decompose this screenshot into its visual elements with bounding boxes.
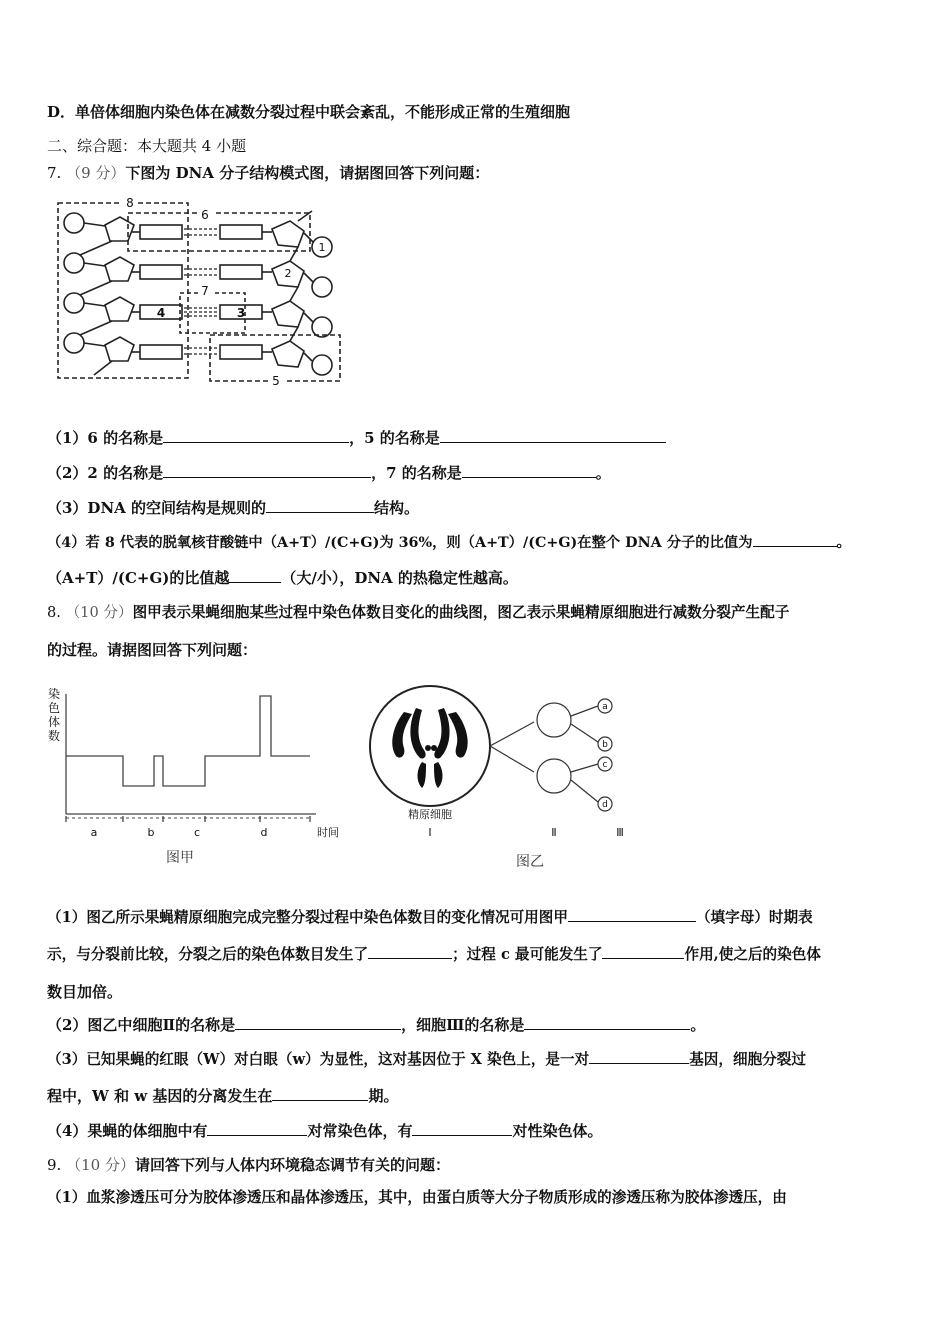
label-8: 8 xyxy=(126,196,134,210)
tick-b: b xyxy=(147,826,155,839)
answer-blank[interactable] xyxy=(163,428,349,443)
q8-sub1-line2 xyxy=(47,944,821,965)
q8-sub3-text-d: 期。 xyxy=(368,1087,399,1105)
answer-blank[interactable] xyxy=(235,1015,401,1030)
gamete-label: b xyxy=(602,740,608,750)
q9-stem xyxy=(47,1155,450,1175)
secondary-cell xyxy=(537,759,571,793)
q7-sub2-text-b: ，7 的名称是 xyxy=(371,464,462,482)
q8-sub2-text-b: ，细胞Ⅲ的名称是 xyxy=(401,1016,525,1034)
question-number: 7. xyxy=(47,164,62,182)
q8-sub3-text-b: 基因，细胞分裂过 xyxy=(689,1051,806,1068)
q7-sub4-text-a: （4）若 8 代表的脱氧核苷酸链中（A+T）/(C+G)为 36%，则（A+T）/(C+G)在整个 DNA 分子的比值为 xyxy=(47,535,753,551)
x-label: 时间 xyxy=(317,826,339,839)
answer-blank[interactable] xyxy=(568,907,696,922)
answer-blank[interactable] xyxy=(440,428,666,443)
q8-sub1-text-a: （1）图乙所示果蝇精原细胞完成完整分裂过程中染色体数目的变化情况可用图甲 xyxy=(47,909,568,926)
sugar-pentagon xyxy=(272,341,304,367)
gamete-label: c xyxy=(602,760,608,770)
answer-blank[interactable] xyxy=(462,463,596,478)
q7-sub5-text-a: （A+T）/(C+G)的比值越 xyxy=(47,569,230,587)
phosphate-circle xyxy=(64,253,84,273)
stage-3: Ⅲ xyxy=(616,826,624,839)
phosphate-circle xyxy=(64,213,84,233)
section-title: 二、综合题：本大题共 4 小题 xyxy=(47,137,247,155)
q8-sub4-text-a: （4）果蝇的体细胞中有 xyxy=(47,1122,208,1140)
q8-sub2-text-c: 。 xyxy=(690,1016,706,1034)
q8-sub3-text-a: （3）已知果蝇的红眼（W）对白眼（w）为显性，这对基因位于 X 染色上，是一对 xyxy=(47,1051,590,1068)
question-score: （10 分） xyxy=(65,604,133,621)
q8-sub3-text-c: 程中，W 和 w 基因的分离发生在 xyxy=(47,1087,273,1105)
stage-2: Ⅱ xyxy=(551,826,557,839)
q8-sub1-text-e: 作用,使之后的染色体 xyxy=(684,946,821,963)
cell-label: 精原细胞 xyxy=(408,808,452,821)
q8-sub3-line2 xyxy=(47,1086,398,1106)
question-score: （9 分） xyxy=(66,164,126,182)
question-text: 请回答下列与人体内环境稳态调节有关的问题： xyxy=(134,1156,450,1174)
sugar-pentagon xyxy=(272,301,304,327)
sugar-pentagon xyxy=(105,217,134,241)
question-text: 下图为 DNA 分子结构模式图，请据图回答下列问题： xyxy=(125,164,490,182)
phosphate-circle xyxy=(312,355,332,375)
q8-sub1-line3: 数目加倍。 xyxy=(47,983,123,1001)
answer-blank[interactable] xyxy=(412,1121,512,1136)
q7-sub1-text-a: （1）6 的名称是 xyxy=(47,429,164,447)
q7-sub1 xyxy=(47,428,666,448)
gamete-label: d xyxy=(602,800,608,810)
q6-option-d xyxy=(47,102,570,122)
label-1: 1 xyxy=(318,241,326,254)
q8-sub4-text-c: 对性染色体。 xyxy=(512,1122,603,1140)
phosphate-circle xyxy=(64,293,84,313)
base-rect xyxy=(140,345,182,359)
label-5: 5 xyxy=(272,374,280,388)
option-label: D． xyxy=(47,103,76,121)
q7-sub2-text-a: （2）2 的名称是 xyxy=(47,464,164,482)
q9-sub1: （1）血浆渗透压可分为胶体渗透压和晶体渗透压，其中，由蛋白质等大分子物质形成的渗透压称为胶体渗透压，由 xyxy=(47,1189,787,1206)
y-label-char: 染 xyxy=(48,687,61,701)
q7-sub3-text-a: （3）DNA 的空间结构是规则的 xyxy=(47,499,267,517)
phosphate-circle xyxy=(312,317,332,337)
label-3: 3 xyxy=(236,306,246,320)
figure-a-chromosome-curve xyxy=(44,684,344,874)
y-label-char: 体 xyxy=(48,715,61,729)
question-number: 9. xyxy=(47,1156,62,1174)
figure-b-meiosis xyxy=(364,684,654,878)
q8-sub3-line1 xyxy=(47,1049,806,1070)
answer-blank[interactable] xyxy=(266,498,374,513)
tick-d: d xyxy=(260,826,268,839)
phosphate-circle xyxy=(312,277,332,297)
figure-b-caption: 图乙 xyxy=(516,854,544,870)
q7-sub2 xyxy=(47,463,611,483)
answer-blank[interactable] xyxy=(602,944,684,959)
q8-sub2-text-a: （2）图乙中细胞Ⅱ的名称是 xyxy=(47,1016,236,1034)
base-rect xyxy=(220,225,262,239)
label-7: 7 xyxy=(201,284,209,298)
q7-sub3 xyxy=(47,498,419,518)
answer-blank[interactable] xyxy=(272,1086,368,1101)
answer-blank[interactable] xyxy=(753,532,837,547)
base-rect xyxy=(220,265,262,279)
q7-sub1-text-b: ，5 的名称是 xyxy=(349,429,440,447)
phosphate-circle xyxy=(64,333,84,353)
q7-sub3-text-b: 结构。 xyxy=(374,499,420,517)
q8-sub1-line1 xyxy=(47,907,813,928)
base-rect xyxy=(220,345,262,359)
y-label-char: 色 xyxy=(48,701,61,715)
q8-sub1-text-d: ；过程 c 最可能发生了 xyxy=(452,946,603,963)
answer-blank[interactable] xyxy=(163,463,371,478)
q7-stem xyxy=(47,163,489,183)
label-4: 4 xyxy=(156,306,166,320)
answer-blank[interactable] xyxy=(368,944,452,959)
figure-a-caption: 图甲 xyxy=(166,850,194,866)
secondary-cell xyxy=(537,703,571,737)
q8-sub4-text-b: 对常染色体，有 xyxy=(307,1122,413,1140)
tick-c: c xyxy=(193,826,201,839)
sugar-pentagon xyxy=(105,257,134,281)
q7-sub5 xyxy=(47,568,518,588)
q7-sub5-text-b: （大/小），DNA 的热稳定性越高。 xyxy=(281,569,518,587)
base-rect xyxy=(140,265,182,279)
option-text: 单倍体细胞内染色体在减数分裂过程中联会紊乱，不能形成正常的生殖细胞 xyxy=(75,103,571,121)
stage-1: Ⅰ xyxy=(428,826,432,839)
base-rect xyxy=(140,225,182,239)
q7-sub4 xyxy=(47,532,851,553)
y-label-char: 数 xyxy=(48,729,61,743)
dna-structure-figure xyxy=(50,193,350,393)
box-7 xyxy=(180,293,245,333)
answer-blank[interactable] xyxy=(229,568,281,583)
answer-blank[interactable] xyxy=(524,1015,690,1030)
gamete-label: a xyxy=(602,702,608,712)
question-score: （10 分） xyxy=(66,1156,135,1174)
q8-sub2 xyxy=(47,1015,705,1035)
chromosome-curve xyxy=(66,696,310,786)
answer-blank[interactable] xyxy=(207,1121,307,1136)
q8-stem-2: 的过程。请据图回答下列问题： xyxy=(47,641,258,659)
q8-sub4 xyxy=(47,1121,602,1141)
label-2: 2 xyxy=(284,267,292,280)
sugar-pentagon xyxy=(105,297,134,321)
label-6: 6 xyxy=(201,208,209,222)
q8-stem-1 xyxy=(47,603,789,623)
q8-sub1-text-c: 示，与分裂前比较，分裂之后的染色体数目发生了 xyxy=(47,946,369,963)
sugar-pentagon xyxy=(272,221,304,247)
tick-a: a xyxy=(90,826,98,839)
question-text: 图甲表示果蝇细胞某些过程中染色体数目变化的曲线图，图乙表示果蝇精原细胞进行减数分裂产生配子 xyxy=(132,604,790,621)
sugar-pentagon xyxy=(105,337,134,361)
q7-sub2-text-c: 。 xyxy=(595,464,611,482)
q8-sub1-text-b: （填字母）时期表 xyxy=(695,909,813,926)
question-number: 8. xyxy=(47,604,61,621)
q7-sub4-text-b: 。 xyxy=(836,535,851,551)
answer-blank[interactable] xyxy=(589,1049,689,1064)
